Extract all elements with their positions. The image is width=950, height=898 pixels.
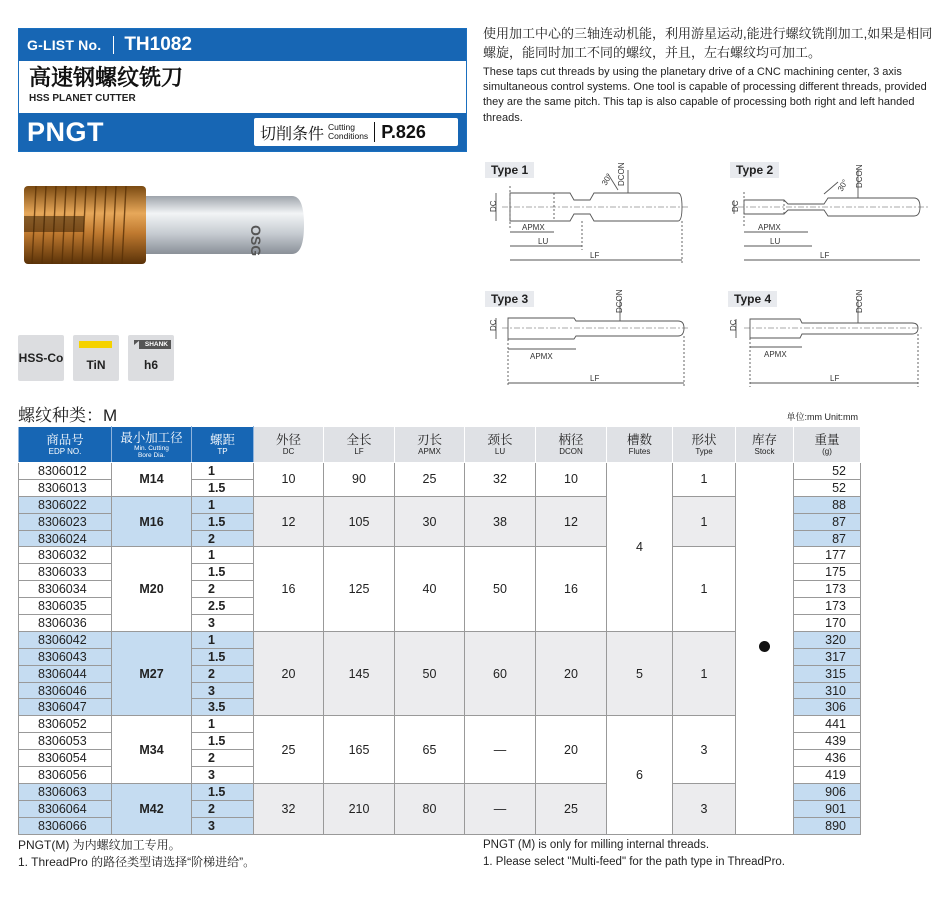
table-row: 8306012 M14 1 10 90 25 32 10 4 1 52	[19, 463, 861, 480]
material-badges	[18, 335, 174, 381]
cutting-conditions-cn: 切削条件	[260, 125, 325, 143]
badge-hss-co-label: HSS-Co	[18, 351, 64, 365]
badge-tin	[73, 335, 119, 381]
col-dc: 外径 DC	[254, 427, 324, 463]
flute-groove	[24, 216, 84, 232]
page-subtitle: HSS PLANET CUTTER	[29, 93, 136, 104]
type-2-lu: LU	[770, 237, 781, 246]
type-2-apmx: APMX	[758, 223, 781, 232]
note-cn-2: 1. ThreadPro 的路径类型请选择“阶梯进给”。	[18, 855, 256, 869]
cutting-conditions-en	[328, 123, 368, 141]
table-row: 8306022 M16 1 12 105 30 38 12 1 88	[19, 496, 861, 513]
col-stock: 库存 Stock	[736, 427, 794, 463]
table-row: 8306024 2 87	[19, 530, 861, 547]
cutting-conditions-link[interactable]	[254, 118, 458, 146]
flutes-value: 6	[607, 716, 673, 834]
table-row: 8306046 3 310	[19, 682, 861, 699]
type-4-dc: DC	[729, 319, 738, 331]
series-bar	[19, 113, 466, 151]
flutes-value: 4	[607, 463, 673, 632]
col-type: 形状 Type	[673, 427, 736, 463]
table-header-row	[19, 427, 861, 463]
glist-divider	[113, 36, 114, 54]
col-tp: 螺距 TP	[192, 427, 254, 463]
notes-cn	[18, 837, 255, 871]
table-row: 8306044 2 315	[19, 665, 861, 682]
table-row: 8306032 M20 1 16 125 40 50 16 1 177	[19, 547, 861, 564]
type-1-dc: DC	[489, 200, 498, 212]
table-row: 8306033 1.5 175	[19, 564, 861, 581]
table-row: 8306056 3 419	[19, 767, 861, 784]
type-1-angle: 30°	[599, 172, 614, 187]
cutting-en-line-2: Conditions	[328, 131, 369, 141]
type-3-apmx: APMX	[530, 352, 553, 361]
type-2-diagram	[724, 160, 939, 272]
note-en-1: PNGT (M) is only for milling internal threads.	[483, 839, 710, 851]
type-3-lf: LF	[590, 374, 600, 383]
stock-cell	[736, 463, 794, 835]
table-row: 8306035 2.5 173	[19, 598, 861, 615]
table-row: 8306052 M34 1 25 165 65 — 20 6 3 441	[19, 716, 861, 733]
type-4-apmx: APMX	[764, 350, 787, 359]
description-cn: 使用加工中心的三轴连动机能，利用游星运动,能进行螺纹铣削加工,如果是相同螺旋，能同时加工不同的螺纹，并且，左右螺纹均可加工。	[483, 26, 933, 60]
col-flutes: 槽数 Flutes	[607, 427, 673, 463]
table-row: 8306013 1.5 52	[19, 479, 861, 496]
tool-shank	[142, 196, 304, 257]
badge-h6-label: h6	[143, 358, 158, 372]
type-3-dcon: DCON	[615, 289, 624, 313]
table-row: 8306053 1.5 439	[19, 733, 861, 750]
page-reference: P.826	[381, 121, 426, 142]
product-header	[18, 28, 467, 152]
type-3-diagram	[478, 289, 693, 391]
type-4-diagram	[722, 289, 937, 391]
col-lu: 颈长 LU	[465, 427, 536, 463]
table-row: 8306063 M42 1.5 32 210 80 — 25 3 906	[19, 783, 861, 800]
notes-en	[483, 837, 785, 871]
table-row: 8306034 2 173	[19, 581, 861, 598]
thread-type-heading: 螺纹种类：M	[18, 406, 118, 425]
description-en: These taps cut threads by using the planetary drive of a CNC machining center, 3 axis simultaneous control systems. One tool is capable of processing different threads, provided they are the same pitch. This tap is also capable of processing both right and left handed threads.	[483, 66, 927, 124]
page-title: 高速钢螺纹铣刀	[29, 65, 184, 90]
glist-label: G-LIST No.	[27, 37, 102, 53]
title-block	[19, 61, 466, 113]
glist-number: TH1082	[124, 34, 192, 55]
badge-hss-co	[18, 335, 64, 381]
badge-shank-h6	[128, 335, 174, 381]
series-name: PNGT	[27, 116, 105, 147]
type-2-dc: DC	[731, 200, 740, 212]
type-4-lf: LF	[830, 374, 840, 383]
col-apmx: 刃长 APMX	[395, 427, 465, 463]
type-1-lu: LU	[538, 237, 549, 246]
type-3-dc: DC	[489, 319, 498, 331]
type-4-label: Type 4	[728, 291, 777, 307]
glist-bar	[19, 29, 466, 61]
tool-illustration	[24, 178, 310, 272]
tin-color-swatch	[79, 341, 112, 348]
col-weight: 重量 (g)	[794, 427, 861, 463]
type-2-dcon: DCON	[855, 164, 864, 188]
type-2-label: Type 2	[730, 162, 779, 178]
unit-label: 单位:mm Unit:mm	[786, 412, 858, 422]
type-2-angle: 30°	[835, 178, 850, 193]
spec-table	[18, 426, 861, 835]
table-row: 8306064 2 901	[19, 800, 861, 817]
type-4-dcon: DCON	[855, 289, 864, 313]
col-edp: 商品号 EDP NO.	[19, 427, 112, 463]
type-1-label: Type 1	[485, 162, 534, 178]
table-row: 8306054 2 436	[19, 750, 861, 767]
table-row: 8306036 3 170	[19, 615, 861, 632]
col-dcon: 柄径 DCON	[536, 427, 607, 463]
type-2-lf: LF	[820, 251, 830, 260]
note-en-2: 1. Please select "Multi-feed" for the path type in ThreadPro.	[483, 856, 786, 868]
col-lf: 全长 LF	[324, 427, 395, 463]
type-1-diagram	[478, 160, 693, 272]
type-1-apmx: APMX	[522, 223, 545, 232]
col-min-bore: 最小加工径 Min. Cutting Bore Dia.	[112, 427, 192, 463]
table-row: 8306042 M27 1 20 145 50 60 20 5 1 320	[19, 631, 861, 648]
stock-indicator-icon	[759, 641, 770, 652]
note-cn-1: PNGT(M) 为内螺纹加工专用。	[18, 838, 181, 852]
table-row: 8306023 1.5 87	[19, 513, 861, 530]
flutes-value: 5	[607, 631, 673, 715]
badge-tin-label: TiN	[86, 358, 106, 372]
type-1-dcon: DCON	[617, 162, 626, 186]
cutting-en-line-1: Cutting	[328, 122, 355, 132]
cutting-divider	[374, 122, 375, 142]
type-1-lf: LF	[590, 251, 600, 260]
type-3-label: Type 3	[485, 291, 534, 307]
table-row: 8306047 3.5 306	[19, 699, 861, 716]
table-row: 8306043 1.5 317	[19, 648, 861, 665]
tool-logo: OSG	[248, 225, 264, 257]
shank-tag: SHANK	[139, 340, 171, 349]
table-row: 8306066 3 890	[19, 817, 861, 834]
